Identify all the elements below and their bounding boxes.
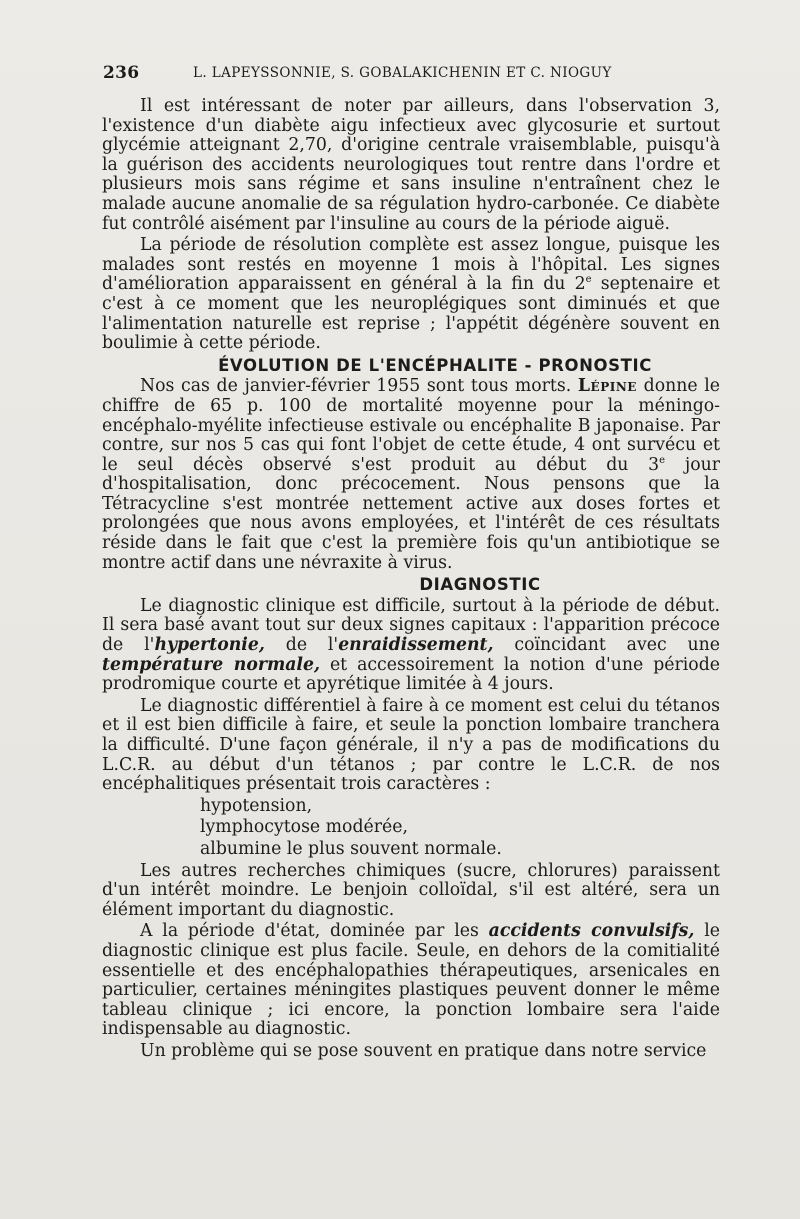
author-name: Lépine xyxy=(577,376,637,397)
emphasis-temperature: température normale, xyxy=(102,654,321,675)
running-head: L. LAPEYSSONNIE, S. GOBALAKICHENIN ET C. NIOGUY xyxy=(193,65,612,81)
section-heading-evolution: ÉVOLUTION DE L'ENCÉPHALITE - PRONOSTIC xyxy=(218,355,652,375)
paragraph-7-b: le diagnostic clinique est plus facile. Seule, en dehors de la comitialité essentielle et des encéphalopathies thérapeutiques, arsenicales en particulier, certaines méningites plastiques peuvent donner le même tableau clinique ; ici encore, la ponction lombaire sera l'aide indispensable au diagnostic. xyxy=(102,921,720,1040)
emphasis-accidents: accidents convulsifs, xyxy=(488,921,695,942)
paragraph-4-c: coïncidant avec une xyxy=(493,635,720,656)
list-item: hypotension, xyxy=(200,795,313,816)
paragraph-8: Un problème qui se pose souvent en pratique dans notre service xyxy=(140,1040,707,1061)
emphasis-enraidissement: enraidissement, xyxy=(338,635,494,656)
paragraph-2-end: septenaire et c'est à ce moment que les neuroplégiques sont diminués et que l'alimentation naturelle est reprise ; l'appétit dégénère souvent en boulimie à cette période. xyxy=(102,274,720,354)
emphasis-hypertonie: hypertonie, xyxy=(154,635,265,656)
paragraph-4 xyxy=(102,597,720,695)
superscript: e xyxy=(659,454,666,466)
paragraph-7 xyxy=(102,922,720,1040)
page-header xyxy=(103,63,723,83)
list-item: lymphocytose modérée, xyxy=(200,817,408,838)
paragraph-6: Les autres recherches chimiques (sucre, chlorures) paraissent d'un intérêt moindre. Le benjoin colloïdal, s'il est altéré, sera un élément important du diagnostic. xyxy=(102,860,720,920)
list-item: albumine le plus souvent normale. xyxy=(200,838,502,859)
paragraph-7-a: A la période d'état, dominée par les xyxy=(140,921,489,942)
section-heading-diagnostic: DIAGNOSTIC xyxy=(419,575,541,595)
paragraph-3-start: Nos cas de janvier-février 1955 sont tous morts. xyxy=(140,376,578,397)
paragraph-2-text: La période de résolution complète est assez longue, puisque les malades sont restés en moyenne 1 mois à l'hôpital. Les signes d'amélioration apparaissent en général à la fin du 2 xyxy=(102,235,720,295)
page-number: 236 xyxy=(103,63,140,83)
page-body xyxy=(102,97,720,1064)
paragraph-3-mid: donne le chiffre de 65 p. 100 de mortalité moyenne pour la méningo-encéphalo-myélite infectieuse estivale ou encéphalite B japonaise. Par contre, sur nos 5 cas qui font l'objet de cette étude, 4 ont survécu et le seul décès observé s'est produit au début du 3 xyxy=(102,376,720,475)
paragraph-5: Le diagnostic différentiel à faire à ce moment est celui du tétanos et il est bien difficile à faire, et seule la ponction lombaire tranchera la difficulté. D'une façon générale, il n'y a pas de modifications du L.C.R. au début d'un tétanos ; par contre le L.C.R. de nos encéphalitiques présentait trois caractères : xyxy=(102,695,720,795)
paragraph-1: Il est intéressant de noter par ailleurs, dans l'observation 3, l'existence d'un diabète aigu infectieux avec glycosurie et surtout glycémie atteignant 2,70, d'origine centrale vraisemblable, puisqu'à la guérison des accidents neurologiques tout rentre dans l'ordre et plusieurs mois sans régime et sans insuline n'entraînent chez le malade aucune anomalie de sa régulation hydro-carbonée. Ce diabète fut contrôlé aisément par l'insuline au cours de la période aiguë. xyxy=(102,96,720,234)
paragraph-3-end: jour d'hospitalisation, donc précocement. Nous pensons que la Tétracycline s'est montrée nettement active aux doses fortes et prolongées que nous avons employées, et l'intérêt de ces résultats réside dans le fait que c'est la première fois qu'un antibiotique se montre actif dans une névraxite à virus. xyxy=(102,454,720,573)
paragraph-3 xyxy=(102,377,720,573)
paragraph-2 xyxy=(102,236,720,354)
paragraph-4-a: Le diagnostic clinique est difficile, surtout à la période de début. Il sera basé avant tout sur deux signes capitaux : l'apparition précoce de l' xyxy=(102,595,720,656)
paragraph-4-d: et accessoirement la notion d'une période prodromique courte et apyrétique limitée à 4 jours. xyxy=(102,654,720,695)
paragraph-4-b: de l' xyxy=(264,635,339,656)
superscript: e xyxy=(585,274,592,286)
